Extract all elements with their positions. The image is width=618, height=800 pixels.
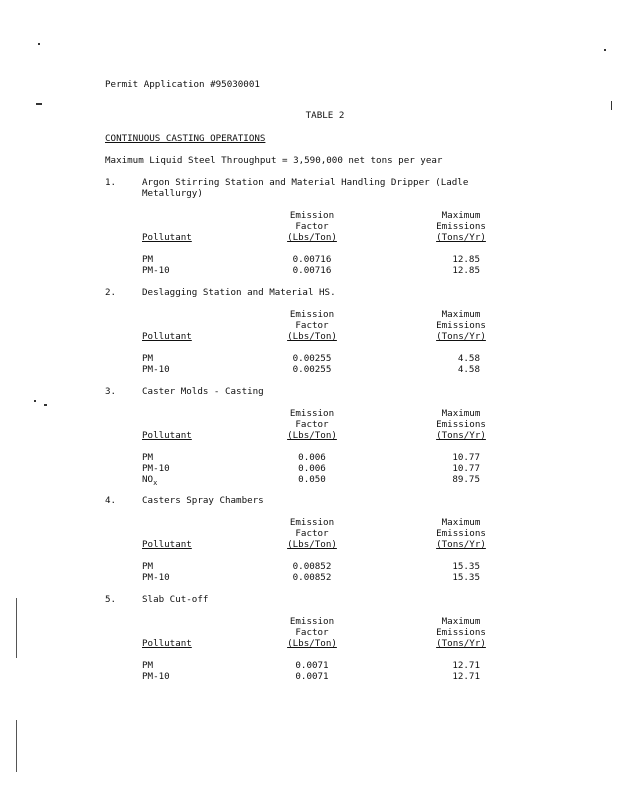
table-row: PM 0.006 10.77 [142,452,480,463]
max-header: Maximum Emissions (Tons/Yr) [436,210,486,243]
max-header: Maximum Emissions (Tons/Yr) [436,517,486,550]
table-row: PM 0.00716 12.85 [142,254,480,265]
table-row: PM-10 0.00852 15.35 [142,572,480,583]
section-title: Caster Molds - Casting [142,386,264,397]
factor-header: Emission Factor (Lbs/Ton) [287,616,337,649]
section-1 [0,177,618,277]
table-title: TABLE 2 [305,110,345,121]
section-3 [0,386,618,486]
table-row: PM-10 0.0071 12.71 [142,671,480,682]
max-header: Maximum Emissions (Tons/Yr) [436,408,486,441]
pollutant-header: Pollutant [142,331,192,342]
scan-speck [611,101,612,110]
factor-header: Emission Factor (Lbs/Ton) [287,210,337,243]
section-title: Casters Spray Chambers [142,495,264,506]
section-title: Argon Stirring Station and Material Handling Dripper (Ladle Metallurgy) [142,177,469,199]
factor-header: Emission Factor (Lbs/Ton) [287,517,337,550]
section-number: 2. [105,287,117,298]
section-number: 1. [105,177,117,188]
scan-speck [38,43,40,45]
section-title: Slab Cut-off [142,594,209,605]
table-heading: CONTINUOUS CASTING OPERATIONS [105,133,266,144]
factor-header: Emission Factor (Lbs/Ton) [287,309,337,342]
section-number: 3. [105,386,117,397]
pollutant-header: Pollutant [142,430,192,441]
table-row: PM 0.00255 4.58 [142,353,480,364]
table-row: PM-10 0.00716 12.85 [142,265,480,276]
scan-speck [36,103,42,105]
table-row: PM 0.0071 12.71 [142,660,480,671]
factor-header: Emission Factor (Lbs/Ton) [287,408,337,441]
permit-number: Permit Application #95030001 [105,79,260,90]
pollutant-header: Pollutant [142,539,192,550]
section-title: Deslagging Station and Material HS. [142,287,336,298]
throughput-line: Maximum Liquid Steel Throughput = 3,590,000 net tons per year [105,155,443,166]
scan-edge-mark [16,720,17,772]
table-row: $NO_x$ 0.050 89.75 [142,474,480,487]
table-row: PM-10 0.006 10.77 [142,463,480,474]
section-number: 5. [105,594,117,605]
table-row: PM 0.00852 15.35 [142,561,480,572]
pollutant-header: Pollutant [142,232,192,243]
max-header: Maximum Emissions (Tons/Yr) [436,616,486,649]
section-4 [0,495,618,585]
section-5 [0,594,618,689]
scan-speck [604,49,606,51]
max-header: Maximum Emissions (Tons/Yr) [436,309,486,342]
section-2 [0,287,618,377]
table-row: PM-10 0.00255 4.58 [142,364,480,375]
section-number: 4. [105,495,117,506]
pollutant-header: Pollutant [142,638,192,649]
